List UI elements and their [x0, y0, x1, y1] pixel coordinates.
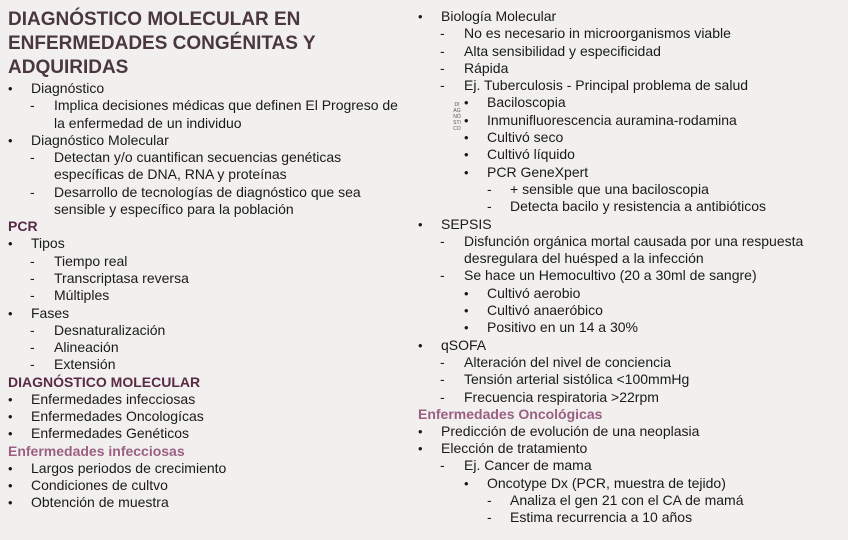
list-item: • PCR GeneXpert	[464, 163, 589, 180]
dash-icon: -	[30, 252, 35, 269]
bullet-icon: •	[418, 337, 423, 353]
list-item: - Ej. Cancer de mama	[440, 457, 592, 474]
list-item: - Rápida	[440, 59, 509, 76]
list-item: - Se hace un Hemocultivo (20 a 30ml de sangre)	[440, 267, 757, 284]
dash-icon: -	[30, 269, 35, 286]
section-heading-diagnostico-molecular: DIAGNÓSTICO MOLECULAR	[8, 373, 201, 390]
dash-icon: -	[30, 183, 35, 200]
dash-icon: -	[30, 97, 35, 114]
bullet-icon: •	[464, 303, 469, 319]
list-item: • Cultivó aerobio	[464, 284, 581, 301]
dash-icon: -	[487, 492, 492, 509]
list-item: - Ej. Tuberculosis - Principal problema de salud	[440, 77, 749, 94]
list-item: - Alineación	[30, 339, 119, 356]
list-item: • Fases	[8, 304, 70, 321]
bullet-icon: •	[418, 423, 423, 439]
bullet-icon: •	[8, 477, 13, 493]
list-item: • Cultivó anaeróbico	[464, 302, 603, 319]
bullet-icon: •	[464, 475, 469, 491]
bullet-icon: •	[8, 236, 13, 252]
list-item: - + sensible que una baciloscopia	[487, 180, 709, 197]
bullet-icon: •	[8, 391, 13, 407]
list-item: • Biología Molecular	[418, 8, 557, 24]
list-item: - Implica decisiones médicas que definen El Progreso de la enfermedad de un individuo	[30, 97, 398, 131]
list-item: - Detectan y/o cuantifican secuencias genéticas específicas de DNA, RNA y proteínas	[30, 149, 342, 183]
list-item: - Desarrollo de tecnologías de diagnóstico que sea sensible y específico para la población	[30, 183, 361, 218]
section-heading-pcr: PCR	[8, 218, 38, 235]
bullet-icon: •	[464, 164, 469, 180]
bullet-icon: •	[464, 285, 469, 301]
bullet-icon: •	[464, 320, 469, 336]
dash-icon: -	[487, 180, 492, 197]
list-item: - Tensión arterial sistólica <100mmHg	[440, 371, 690, 388]
bullet-icon: •	[8, 81, 13, 96]
dash-icon: -	[30, 356, 35, 373]
dash-icon: -	[30, 149, 35, 166]
dash-icon: -	[440, 267, 445, 284]
dash-icon: -	[440, 232, 445, 249]
dash-icon: -	[440, 388, 445, 405]
bullet-icon: •	[464, 112, 469, 128]
bullet-icon: •	[8, 409, 13, 425]
dash-icon: -	[487, 198, 492, 215]
bullet-icon: •	[8, 426, 13, 442]
list-item: • Elección de tratamiento	[418, 440, 588, 457]
list-item: - Transcriptasa reversa	[30, 269, 189, 286]
list-item: • Cultivó seco	[464, 129, 564, 146]
list-item: - Desnaturalización	[30, 321, 166, 338]
list-item: - Frecuencia respiratoria >22rpm	[440, 388, 659, 405]
dash-icon: -	[30, 321, 35, 338]
list-item: • Inmunifluorescencia auramina-rodamina	[464, 111, 737, 128]
dash-icon: -	[487, 509, 492, 526]
list-item: - Alteración del nivel de conciencia	[440, 353, 672, 370]
dash-icon: -	[30, 339, 35, 356]
list-item: • Cultivó líquido	[464, 146, 575, 163]
dash-icon: -	[440, 371, 445, 388]
bullet-icon: •	[464, 130, 469, 146]
bullet-icon: •	[418, 9, 423, 24]
dash-icon: -	[30, 287, 35, 304]
dash-icon: -	[440, 25, 445, 42]
list-item: • Diagnóstico Molecular	[8, 131, 169, 148]
list-item: • Enfermedades Oncologícas	[8, 408, 204, 425]
vertical-side-label: DIAGNÓSTICO	[453, 102, 461, 132]
list-item: - Disfunción orgánica mortal causada por una respuesta desregulara del huésped a la infección	[440, 232, 804, 267]
list-item: • Positivo en un 14 a 30%	[464, 319, 638, 336]
list-item: • Baciloscopia	[464, 94, 566, 111]
right-column	[418, 8, 843, 527]
dash-icon: -	[440, 42, 445, 59]
list-item: • Predicción de evolución de una neoplasia	[418, 422, 700, 439]
bullet-icon: •	[8, 305, 13, 321]
dash-icon: -	[440, 353, 445, 370]
list-item: • Oncotype Dx (PCR, muestra de tejido)	[464, 474, 726, 491]
bullet-icon: •	[464, 147, 469, 163]
list-item: • SEPSIS	[418, 215, 492, 232]
list-item: - Múltiples	[30, 287, 110, 304]
list-item: • Diagnóstico	[8, 80, 105, 96]
bullet-icon: •	[8, 460, 13, 476]
list-item: - Detecta bacilo y resistencia a antibióticos	[487, 198, 767, 215]
list-item: • Enfermedades infecciosas	[8, 390, 196, 407]
bullet-icon: •	[8, 132, 13, 148]
list-item: • qSOFA	[418, 336, 487, 353]
bullet-icon: •	[8, 495, 13, 511]
dash-icon: -	[440, 457, 445, 474]
list-item: - Estima recurrencia a 10 años	[487, 509, 693, 526]
list-item: • Tipos	[8, 235, 65, 252]
left-column	[8, 8, 408, 512]
section-heading-enfermedades-oncologicas: Enfermedades Oncológicas	[418, 405, 603, 422]
list-item: - Alta sensibilidad y especificidad	[440, 42, 661, 59]
list-item: - Tiempo real	[30, 252, 128, 269]
list-item: • Largos periodos de crecimiento	[8, 459, 227, 476]
list-item: - Analiza el gen 21 con el CA de mamá	[487, 492, 744, 509]
bullet-icon: •	[464, 95, 469, 111]
page-title: DIAGNÓSTICO MOLECULAR EN ENFERMEDADES CONGÉNITAS Y ADQUIRIDAS	[8, 9, 316, 78]
bullet-icon: •	[418, 216, 423, 232]
list-item: • Obtención de muestra	[8, 494, 169, 511]
bullet-icon: •	[418, 441, 423, 457]
dash-icon: -	[440, 77, 445, 94]
dash-icon: -	[440, 59, 445, 76]
section-heading-enfermedades-infecciosas: Enfermedades infecciosas	[8, 442, 185, 459]
list-item: • Enfermedades Genéticos	[8, 425, 189, 442]
list-item: • Condiciones de cultvo	[8, 476, 168, 493]
list-item: - No es necesario in microorganismos viable	[440, 25, 731, 42]
list-item: - Extensión	[30, 356, 116, 373]
